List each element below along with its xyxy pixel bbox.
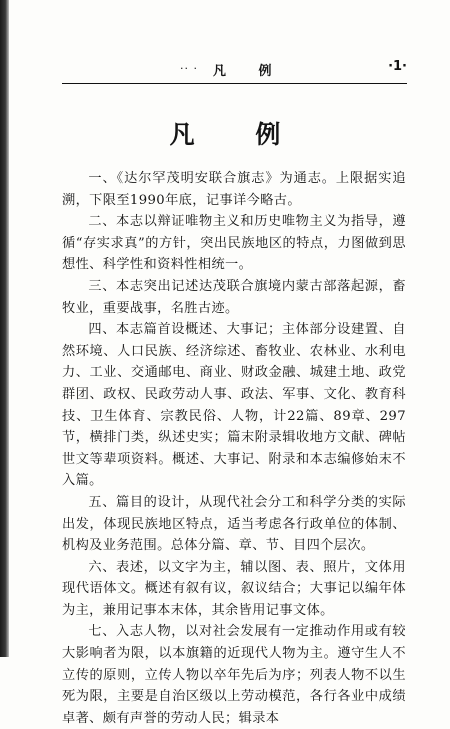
- running-header: [62, 58, 407, 84]
- paragraph-5: 五、篇目的设计，从现代社会分工和科学分类的实际出发，体现民族地区特点，适当考虑各行政单位的体制、机构及业务范围。总体分篇、章、节、目四个层次。: [62, 494, 406, 554]
- header-rule: [62, 83, 407, 84]
- paragraph-2: 二、本志以辩证唯物主义和历史唯物主义为指导，遵循“存实求真”的方针，突出民族地区的特点，力图做到思想性、科学性和资料性相统一。: [62, 214, 406, 273]
- paragraph-4: 四、本志篇首设概述、大事记；主体部分设建置、自然环境、人口民族、经济综述、畜牧业、农林业、水利电力、工业、交通邮电、商业、财政金融、城建土地、政党群团、政权、民政劳动人事、政法、军事、文化、教育科技、卫生体育、宗教民俗、人物，计22篇、89章、297节，横排门类，纵述史实；篇末附录辑收地方文献、碑帖世文等辈项资料。概述、大事记、附录和本志编修始末不入篇。: [62, 322, 406, 489]
- body-text: [62, 168, 406, 729]
- header-title: 凡 例: [213, 64, 286, 79]
- paragraph-6: 六、表述，以文字为主，辅以图、表、照片，文体用现代语体文。概述有叙有议，叙议结合；大事记以编年体为主，兼用记事本末体，其余皆用记事文体。: [62, 559, 406, 618]
- paragraph-1: 一、《达尔罕茂明安联合旗志》为通志。上限据实追溯，下限至1990年底，记事详今略古。: [62, 171, 406, 208]
- page-title: 凡 例: [169, 120, 307, 149]
- header-dots: ·· ·: [180, 62, 198, 75]
- paragraph-7: 七、入志人物，以对社会发展有一定推动作用或有较大影响者为限，以本旗籍的近现代人物为主。遵守生人不立传的原则，立传人物以卒年先后为序；列表人物不以生死为限，主要是自治区级以上劳动模范，各行各业中成绩卓著、颇有声誉的劳动人民；辑录本: [62, 624, 406, 726]
- scan-binding-edge: [0, 0, 9, 657]
- page-number: ·1·: [388, 59, 407, 74]
- paragraph-3: 三、本志突出记述达茂联合旗境内蒙古部落起源，畜牧业，重要战事，名胜古迹。: [62, 278, 406, 316]
